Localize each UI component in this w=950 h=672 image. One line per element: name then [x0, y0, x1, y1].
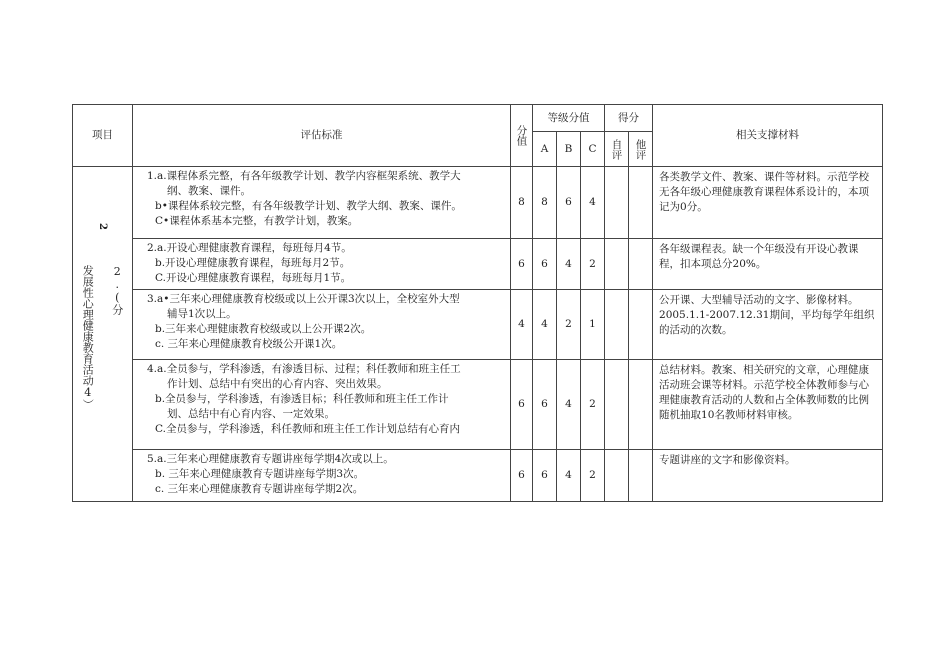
score-cell: 6 — [511, 450, 533, 502]
header-score-label: 分值 — [515, 125, 528, 146]
header-project — [73, 105, 133, 167]
material-cell: 各年级课程表。缺一个年级没有开设心教课程，扣本项总分20%。 — [653, 239, 883, 290]
criteria-line: 作计划、总结中有突出的心育内容、突出效果。 — [167, 378, 388, 390]
other-score-cell[interactable] — [629, 360, 653, 450]
project-cell — [73, 167, 133, 502]
criteria-cell — [133, 360, 511, 450]
grade-c-cell: 2 — [581, 360, 605, 450]
evaluation-table — [72, 104, 883, 502]
project-title-col1: 发展性心理健康教育活动4） — [81, 265, 95, 410]
criteria-line: b•课程体系较完整，有各年级教学计划、教学大纲、教案、课件。 — [155, 200, 462, 212]
header-other — [629, 132, 653, 167]
score-cell: 6 — [511, 360, 533, 450]
criteria-line: 2.a.开设心理健康教育课程，每班每月4节。 — [147, 242, 352, 254]
project-number: 2 — [97, 223, 108, 230]
material-cell: 专题讲座的文字和影像资料。 — [653, 450, 883, 502]
criteria-line: b.三年来心理健康教育校级或以上公开课2次。 — [155, 323, 372, 335]
header-criteria-label: 评估标准 — [300, 129, 343, 141]
criteria-line: 划、总结中有心育内容、一定效果。 — [167, 408, 335, 420]
criteria-cell — [133, 450, 511, 502]
grade-a-cell: 6 — [533, 360, 557, 450]
criteria-line: 4.a.全员参与，学科渗透，有渗透目标、过程；科任教师和班主任工 — [147, 363, 461, 375]
grade-b-cell: 4 — [557, 239, 581, 290]
header-score — [511, 105, 533, 167]
header-materials-label: 相关支撑材料 — [736, 129, 800, 141]
other-score-cell[interactable] — [629, 239, 653, 290]
table-row — [73, 360, 883, 450]
self-score-cell[interactable] — [605, 290, 629, 360]
header-criteria — [133, 105, 511, 167]
table-row — [73, 167, 883, 239]
header-self — [605, 132, 629, 167]
score-cell: 4 — [511, 290, 533, 360]
grade-c-cell: 1 — [581, 290, 605, 360]
criteria-line: b. 三年来心理健康教育专题讲座每学期3次。 — [155, 468, 365, 480]
grade-a-cell: 6 — [533, 450, 557, 502]
grade-a-cell: 8 — [533, 167, 557, 239]
criteria-line: 辅导1次以上。 — [167, 308, 237, 320]
criteria-cell — [133, 290, 511, 360]
self-score-cell[interactable] — [605, 360, 629, 450]
criteria-line: C.开设心理健康教育课程，每班每月1节。 — [155, 272, 352, 284]
table-row — [73, 290, 883, 360]
header-grade-a: A — [533, 132, 557, 167]
header-grade-label: 等级分值 — [547, 111, 590, 124]
criteria-line: 1.a.课程体系完整，有各年级教学计划、教学内容框架系统、教学大 — [147, 170, 461, 182]
criteria-line: 3.a•三年来心理健康教育校级或以上公开课3次以上，全校室外大型 — [147, 293, 460, 305]
header-row-1 — [73, 105, 883, 132]
criteria-line: b.全员参与，学科渗透，有渗透目标；科任教师和班主任工作计 — [155, 393, 449, 405]
header-got — [605, 105, 653, 132]
criteria-line: C.全员参与，学科渗透，科任教师和班主任工作计划总结有心育内 — [155, 423, 460, 435]
criteria-line: b.开设心理健康教育课程，每班每月2节。 — [155, 257, 351, 269]
grade-a-cell: 4 — [533, 290, 557, 360]
criteria-line: C•课程体系基本完整，有教学计划，教案。 — [155, 215, 359, 227]
grade-c-cell: 4 — [581, 167, 605, 239]
grade-b-cell: 4 — [557, 450, 581, 502]
material-cell: 公开课、大型辅导活动的文字、影像材料。2005.1.1-2007.12.31期间，平均每学年组织的活动的次数。 — [653, 290, 883, 360]
header-got-label: 得分 — [618, 111, 640, 124]
header-grade-c: C — [581, 132, 605, 167]
grade-c-cell: 2 — [581, 450, 605, 502]
criteria-cell — [133, 167, 511, 239]
grade-a-cell: 6 — [533, 239, 557, 290]
table-row — [73, 450, 883, 502]
other-score-cell[interactable] — [629, 450, 653, 502]
criteria-line: 5.a.三年来心理健康教育专题讲座每学期4次或以上。 — [147, 453, 394, 465]
grade-b-cell: 6 — [557, 167, 581, 239]
header-project-label: 项目 — [92, 129, 113, 141]
criteria-line: c. 三年来心理健康教育专题讲座每学期2次。 — [155, 483, 364, 495]
criteria-cell — [133, 239, 511, 290]
score-cell: 6 — [511, 239, 533, 290]
self-score-cell[interactable] — [605, 450, 629, 502]
grade-c-cell: 2 — [581, 239, 605, 290]
header-materials — [653, 105, 883, 167]
header-other-label: 他评 — [634, 138, 647, 160]
header-self-label: 自评 — [610, 138, 623, 160]
self-score-cell[interactable] — [605, 239, 629, 290]
criteria-line: c. 三年来心理健康教育校级公开课1次。 — [155, 338, 343, 350]
other-score-cell[interactable] — [629, 167, 653, 239]
grade-b-cell: 4 — [557, 360, 581, 450]
project-title-col2: 2.(分 — [110, 265, 124, 315]
grade-b-cell: 2 — [557, 290, 581, 360]
criteria-line: 纲、教案、课件。 — [167, 185, 251, 197]
table-row — [73, 239, 883, 290]
score-cell: 8 — [511, 167, 533, 239]
material-cell: 各类教学文件、教案、课件等材料。示范学校无各年级心理健康教育课程体系设计的，本项记为0分。 — [653, 167, 883, 239]
material-cell: 总结材料。教案、相关研究的文章，心理健康活动班会课等材料。示范学校全体教师参与心理健康教育活动的人数和占全体教师数的比例随机抽取10名教师材料审核。 — [653, 360, 883, 450]
other-score-cell[interactable] — [629, 290, 653, 360]
self-score-cell[interactable] — [605, 167, 629, 239]
header-grade-b: B — [557, 132, 581, 167]
header-grade — [533, 105, 605, 132]
